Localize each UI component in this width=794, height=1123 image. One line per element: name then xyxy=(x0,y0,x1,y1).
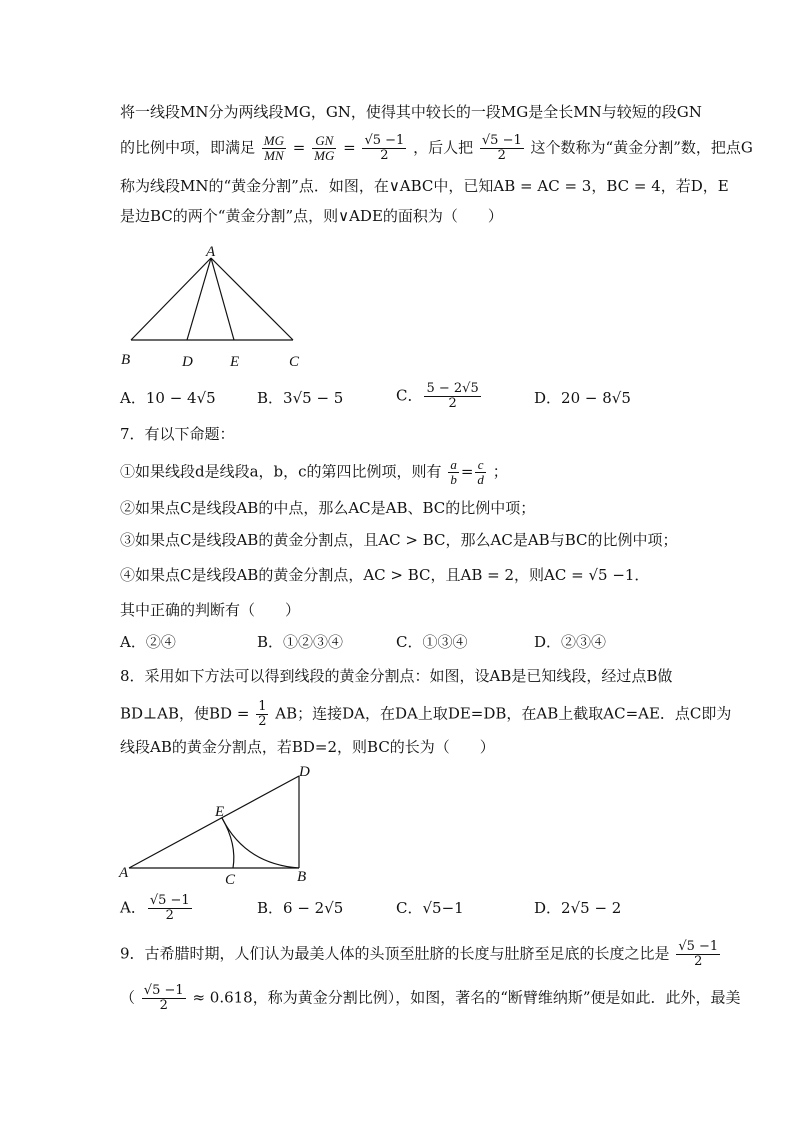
q6-option-d[interactable]: D．20 − 8√5 xyxy=(534,389,631,407)
q6-frac-golden-2: $\frac{√5 -1}{2}$ xyxy=(481,133,522,163)
q7-option-d[interactable]: D．②③④ xyxy=(534,633,607,651)
q6-frac-golden: $\frac{√5 -1}{2}$ xyxy=(364,133,405,163)
q6-label-e: E xyxy=(230,354,240,370)
q6-line-2b: ，后人把 xyxy=(413,138,474,157)
q6-line-4: 是边BC的两个“黄金分割”点，则∨ADE的面积为（ ） xyxy=(120,207,503,225)
q6-triangle-figure xyxy=(110,238,320,373)
q6-line-2a: 的比例中项，即满足 xyxy=(120,138,256,157)
q9-line-2: （ $\frac{√5 -1}{2}$ ≈ 0.618，称为黄金分割比例），如图，著名的“断臂维纳斯”便是如此．此外，最美 xyxy=(120,983,741,1013)
q8-label-a: A xyxy=(119,865,129,881)
q7-option-c[interactable]: C．①③④ xyxy=(396,633,468,651)
q8-option-d[interactable]: D．2√5 − 2 xyxy=(534,899,622,917)
q8-frac-half: $\frac{1}{2}$ xyxy=(258,699,267,729)
q8-label-c: C xyxy=(225,872,236,885)
q7-frac-ab: $\frac{a}{b}$ xyxy=(450,457,457,487)
q6-label-d: D xyxy=(182,354,193,370)
q9-frac-golden-2: $\frac{√5 -1}{2}$ xyxy=(143,983,184,1013)
q6-label-c: C xyxy=(289,354,300,370)
q7-ask: 其中正确的判断有（ ） xyxy=(120,601,301,619)
q6-option-a[interactable]: A．10 − 4√5 xyxy=(120,389,216,407)
q6-option-b[interactable]: B．3√5 − 5 xyxy=(257,389,344,407)
q8-line-3: 线段AB的黄金分割点，若BD=2，则BC的长为（ ） xyxy=(120,738,495,756)
q6-line-1: 将一线段MN分为两线段MG，GN，使得其中较长的一段MG是全长MN与较短的段GN xyxy=(120,103,702,121)
q8-arc-ec xyxy=(222,818,234,868)
q6-option-c[interactable]: C． $\frac{5 - 2√5}{2}$ xyxy=(396,381,479,411)
q8-line-2: BD⊥AB，使BD = $\frac{1}{2}$ AB；连接DA，在DA上取DE=DB，在AB上截取AC=AE．点C即为 xyxy=(120,699,732,729)
q7-frac-cd: $\frac{c}{d}$ xyxy=(477,457,484,487)
q8-label-b: B xyxy=(297,869,307,885)
q9-line-1: 9．古希腊时期，人们认为最美人体的头顶至肚脐的长度与肚脐至足底的长度之比是 $\frac{√5 -1}{2}$ xyxy=(120,939,719,969)
q8-option-b[interactable]: B．6 − 2√5 xyxy=(257,899,344,917)
q8-option-c[interactable]: C．√5−1 xyxy=(396,899,464,917)
q8-label-e: E xyxy=(215,804,225,820)
q8-label-d: D xyxy=(299,764,310,780)
q7-option-b[interactable]: B．①②③④ xyxy=(257,633,344,651)
q7-statement-1: ①如果线段d是线段a，b，c的第四比例项，则有 $\frac{a}{b}$ = $\frac{c}{d}$ ； xyxy=(120,457,508,487)
q6-label-a: A xyxy=(206,244,216,260)
q7-statement-4: ④如果点C是线段AB的黄金分割点，AC > BC，且AB = 2，则AC = √5 −1． xyxy=(120,566,650,584)
q7-option-a[interactable]: A．②④ xyxy=(120,633,176,651)
q6-label-b: B xyxy=(121,352,131,368)
q8-golden-section-figure xyxy=(115,760,325,885)
q7-statement-2: ②如果点C是线段AB的中点，那么AC是AB、BC的比例中项； xyxy=(120,499,536,517)
q7-statement-3: ③如果点C是线段AB的黄金分割点，且AC > BC，那么AC是AB与BC的比例中项； xyxy=(120,531,678,549)
q9-frac-golden: $\frac{√5 -1}{2}$ xyxy=(678,939,719,969)
q6-line-3: 称为线段MN的“黄金分割”点．如图，在∨ABC中，已知AB = AC = 3，BC = 4，若D，E xyxy=(120,177,729,195)
q6-frac-gn-mg: $\frac{GN}{MG}$ xyxy=(314,133,335,163)
q6-frac-mg-mn: $\frac{MG}{MN}$ xyxy=(263,133,285,163)
q6-side-ac xyxy=(211,258,293,340)
q6-line-2: 的比例中项，即满足 $\frac{MG}{MN}$ = $\frac{GN}{MG}$ = $\frac{√5 -1}{2}$ ，后人把 $\frac{√5 -1}{2}$ 这个数称为“黄金分割”数，把点G xyxy=(120,133,753,163)
q8-segment-ad xyxy=(129,776,299,868)
q6-line-2c: 这个数称为“黄金分割”数，把点G xyxy=(530,138,753,157)
q7-title: 7．有以下命题： xyxy=(120,425,235,443)
q8-option-a[interactable]: A． $\frac{√5 -1}{2}$ xyxy=(120,893,190,923)
q8-line-1: 8．采用如下方法可以得到线段的黄金分割点：如图，设AB是已知线段，经过点B做 xyxy=(120,667,673,685)
